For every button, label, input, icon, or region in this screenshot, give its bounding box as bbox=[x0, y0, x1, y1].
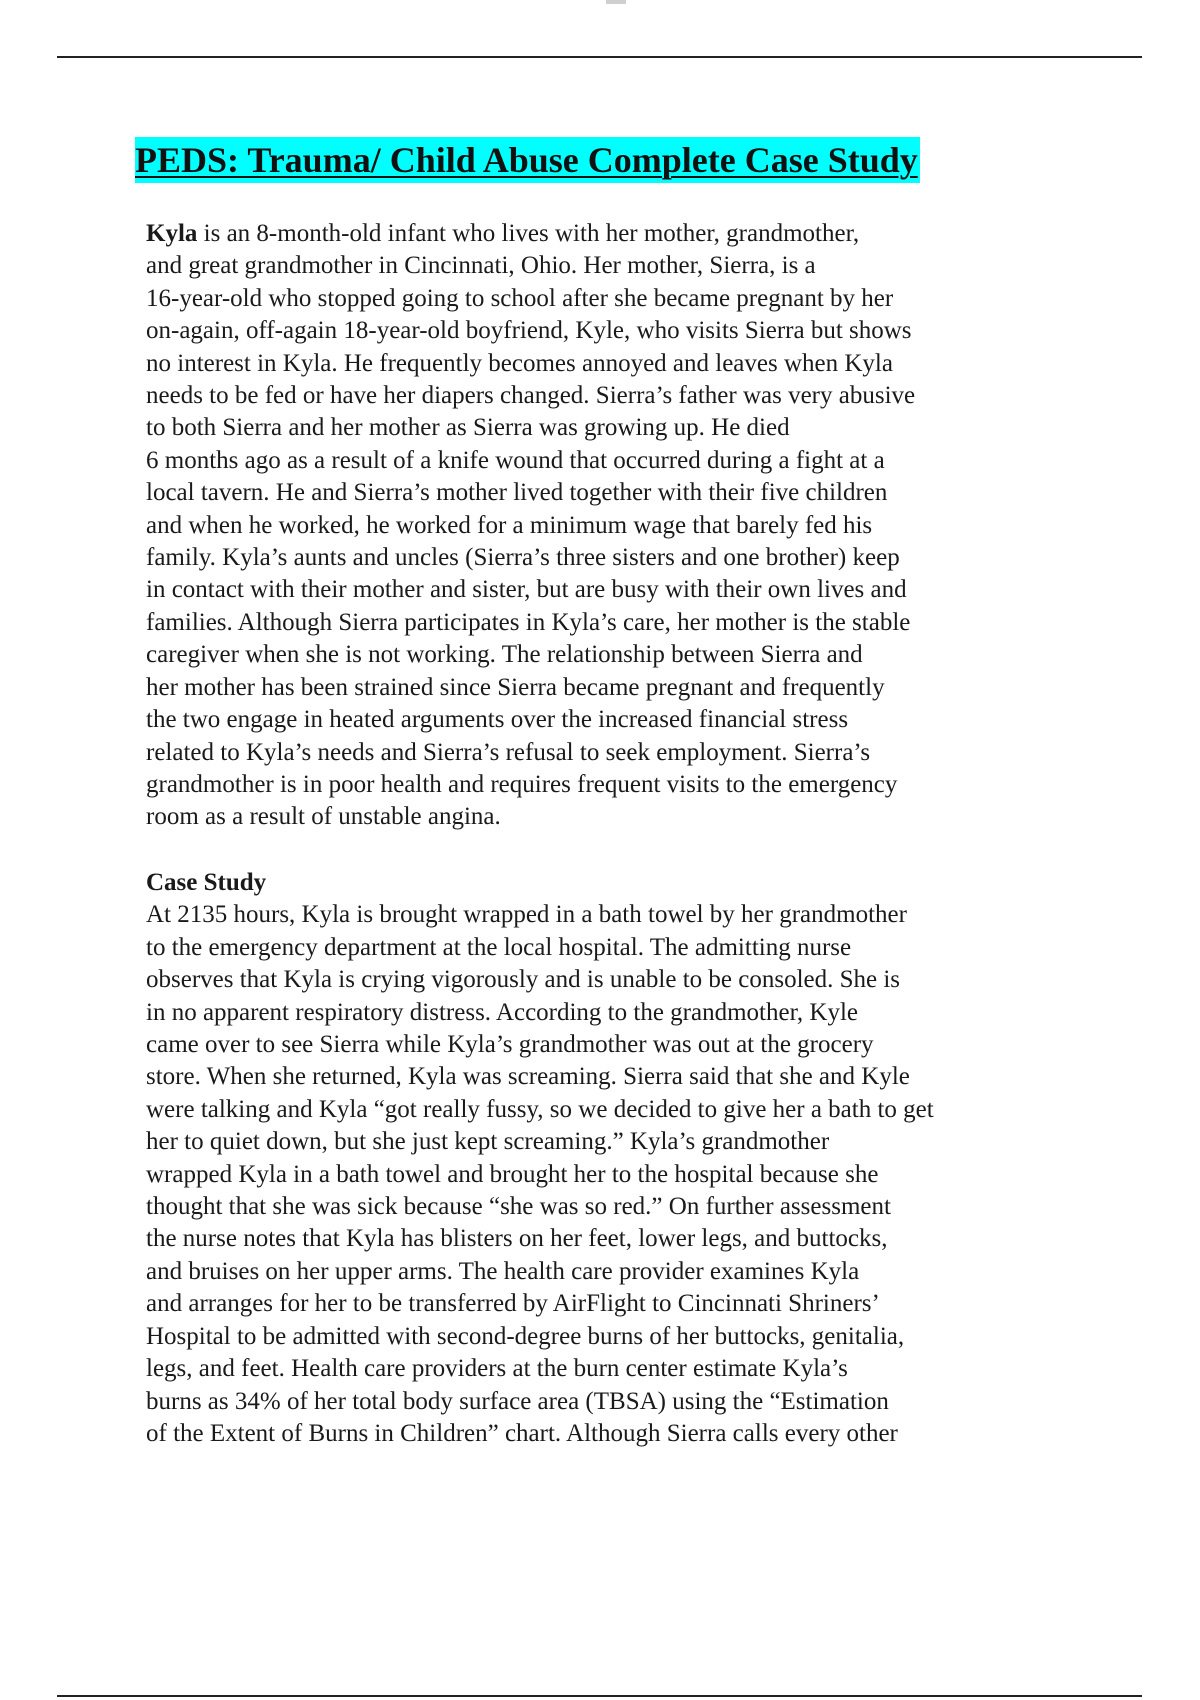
case-study-line: At 2135 hours, Kyla is brought wrapped in a bath towel by her grandmother bbox=[146, 901, 907, 929]
intro-line: related to Kyla’s needs and Sierra’s refusal to seek employment. Sierra’s bbox=[146, 738, 871, 766]
intro-line: and when he worked, he worked for a minimum wage that barely fed his bbox=[146, 511, 873, 539]
intro-line: in contact with their mother and sister, but are busy with their own lives and bbox=[146, 576, 907, 604]
intro-line: and great grandmother in Cincinnati, Ohio. Her mother, Sierra, is a bbox=[146, 252, 816, 280]
case-study-line: wrapped Kyla in a bath towel and brought her to the hospital because she bbox=[146, 1160, 879, 1188]
intro-line: needs to be fed or have her diapers changed. Sierra’s father was very abusive bbox=[146, 382, 916, 410]
case-study-line: the nurse notes that Kyla has blisters on her feet, lower legs, and buttocks, bbox=[146, 1225, 888, 1253]
case-study-line: to the emergency department at the local hospital. The admitting nurse bbox=[146, 933, 852, 961]
intro-paragraph bbox=[146, 218, 1146, 834]
intro-line: her mother has been strained since Sierra became pregnant and frequently bbox=[146, 673, 885, 701]
intro-line: room as a result of unstable angina. bbox=[146, 803, 501, 831]
footer-rule bbox=[57, 1695, 1142, 1697]
case-study-line: burns as 34% of her total body surface area (TBSA) using the “Estimation bbox=[146, 1387, 889, 1415]
intro-line: to both Sierra and her mother as Sierra was growing up. He died bbox=[146, 414, 790, 442]
intro-line: local tavern. He and Sierra’s mother lived together with their five children bbox=[146, 479, 888, 507]
case-study-heading: Case Study bbox=[146, 869, 267, 896]
case-study-line: of the Extent of Burns in Children” chart. Although Sierra calls every other bbox=[146, 1419, 898, 1447]
intro-line: caregiver when she is not working. The relationship between Sierra and bbox=[146, 641, 863, 669]
document-title: PEDS: Trauma/ Child Abuse Complete Case Study bbox=[135, 137, 920, 183]
intro-line: family. Kyla’s aunts and uncles (Sierra’s three sisters and one brother) keep bbox=[146, 544, 900, 572]
page-top-mark bbox=[606, 0, 626, 4]
intro-line: on-again, off-again 18-year-old boyfriend, Kyle, who visits Sierra but shows bbox=[146, 317, 912, 345]
intro-line: 16-year-old who stopped going to school after she became pregnant by her bbox=[146, 284, 894, 312]
intro-line: 6 months ago as a result of a knife wound that occurred during a fight at a bbox=[146, 446, 885, 474]
case-study-line: Hospital to be admitted with second-degree burns of her buttocks, genitalia, bbox=[146, 1322, 905, 1350]
intro-first-line bbox=[146, 218, 1146, 250]
case-study-line: were talking and Kyla “got really fussy, so we decided to give her a bath to get bbox=[146, 1095, 934, 1123]
intro-line: families. Although Sierra participates in Kyla’s care, her mother is the stable bbox=[146, 608, 911, 636]
case-study-line: and arranges for her to be transferred by AirFlight to Cincinnati Shriners’ bbox=[146, 1290, 880, 1318]
intro-lead-name: Kyla bbox=[146, 220, 198, 247]
intro-first-line-text: is an 8-month-old infant who lives with her mother, grandmother, bbox=[197, 220, 860, 247]
intro-line: grandmother is in poor health and requires frequent visits to the emergency bbox=[146, 770, 898, 798]
case-study-line: her to quiet down, but she just kept screaming.” Kyla’s grandmother bbox=[146, 1128, 830, 1156]
header-rule bbox=[57, 56, 1142, 58]
intro-line: no interest in Kyla. He frequently becomes annoyed and leaves when Kyla bbox=[146, 349, 893, 377]
case-study-line: came over to see Sierra while Kyla’s grandmother was out at the grocery bbox=[146, 1031, 874, 1059]
case-study-line: store. When she returned, Kyla was screaming. Sierra said that she and Kyle bbox=[146, 1063, 910, 1091]
case-study-line: and bruises on her upper arms. The health care provider examines Kyla bbox=[146, 1257, 860, 1285]
intro-line: the two engage in heated arguments over the increased financial stress bbox=[146, 706, 849, 734]
case-study-line: legs, and feet. Health care providers at the burn center estimate Kyla’s bbox=[146, 1355, 848, 1383]
case-study-line: in no apparent respiratory distress. According to the grandmother, Kyle bbox=[146, 998, 858, 1026]
case-study-section bbox=[146, 867, 1146, 1450]
case-study-line: thought that she was sick because “she was so red.” On further assessment bbox=[146, 1193, 891, 1221]
case-study-line: observes that Kyla is crying vigorously and is unable to be consoled. She is bbox=[146, 966, 901, 994]
